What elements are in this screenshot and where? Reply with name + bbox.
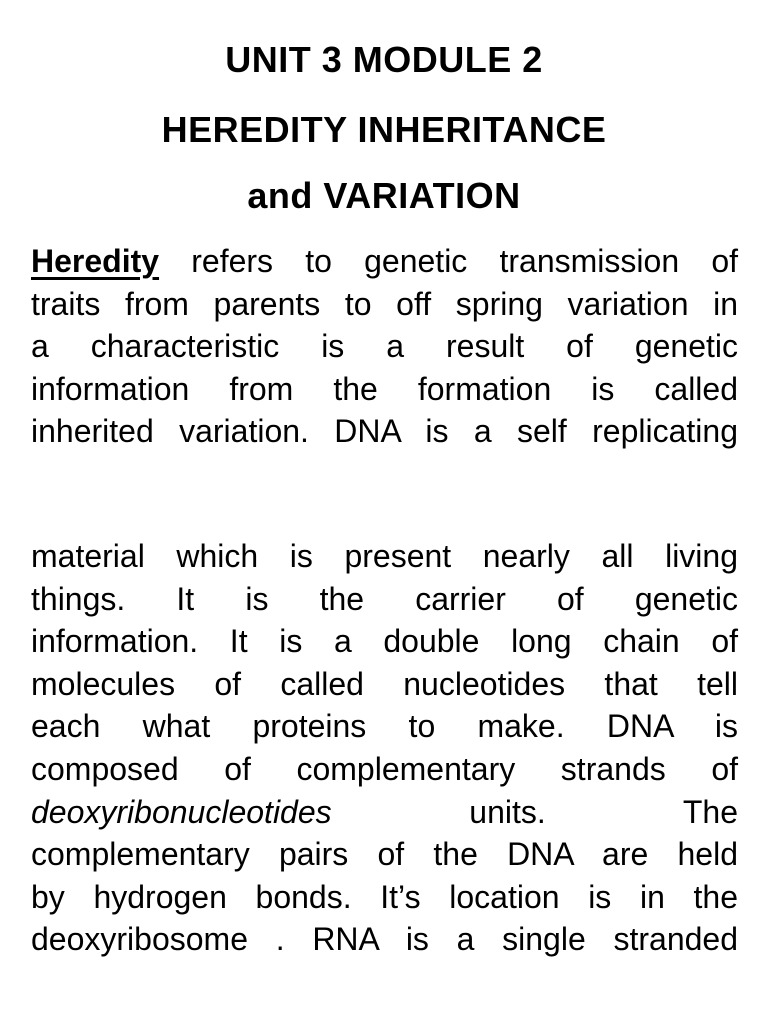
module-title-line1: HEREDITY INHERITANCE — [161, 109, 607, 150]
italic-term: deoxyribonucleotides — [31, 793, 332, 830]
paragraph-line: things. It is the carrier of genetic — [31, 580, 738, 617]
unit-title: UNIT 3 MODULE 2 — [225, 39, 543, 80]
paragraph-line: traits from parents to off spring variation in — [31, 285, 738, 322]
line-text: refers to genetic transmission of — [159, 243, 738, 279]
paragraph-line: complementary pairs of the DNA are held — [31, 836, 738, 873]
paragraph-line: composed of complementary strands of — [31, 750, 738, 787]
paragraph-line: deoxyribosome . RNA is a single stranded — [31, 921, 738, 958]
paragraph-line: by hydrogen bonds. It’s location is in the — [31, 878, 738, 915]
module-title-line2: and VARIATION — [247, 175, 521, 216]
paragraph-line — [31, 240, 738, 283]
line-text: units. The — [331, 793, 738, 830]
paragraph-line: material which is present nearly all living — [31, 538, 738, 574]
paragraph-line: information from the formation is called — [31, 370, 738, 407]
paragraph-line: inherited variation. DNA is a self replicating — [31, 413, 738, 450]
paragraph-line: a characteristic is a result of genetic — [31, 328, 738, 365]
paragraph-line — [31, 791, 738, 834]
paragraph-line: molecules of called nucleotides that tell — [31, 665, 738, 702]
paragraph-dna — [31, 535, 738, 961]
paragraph-heredity — [31, 240, 738, 453]
heredity-term: Heredity — [31, 243, 160, 279]
paragraph-line: each what proteins to make. DNA is — [31, 708, 738, 745]
paragraph-line: information. It is a double long chain of — [31, 623, 738, 660]
